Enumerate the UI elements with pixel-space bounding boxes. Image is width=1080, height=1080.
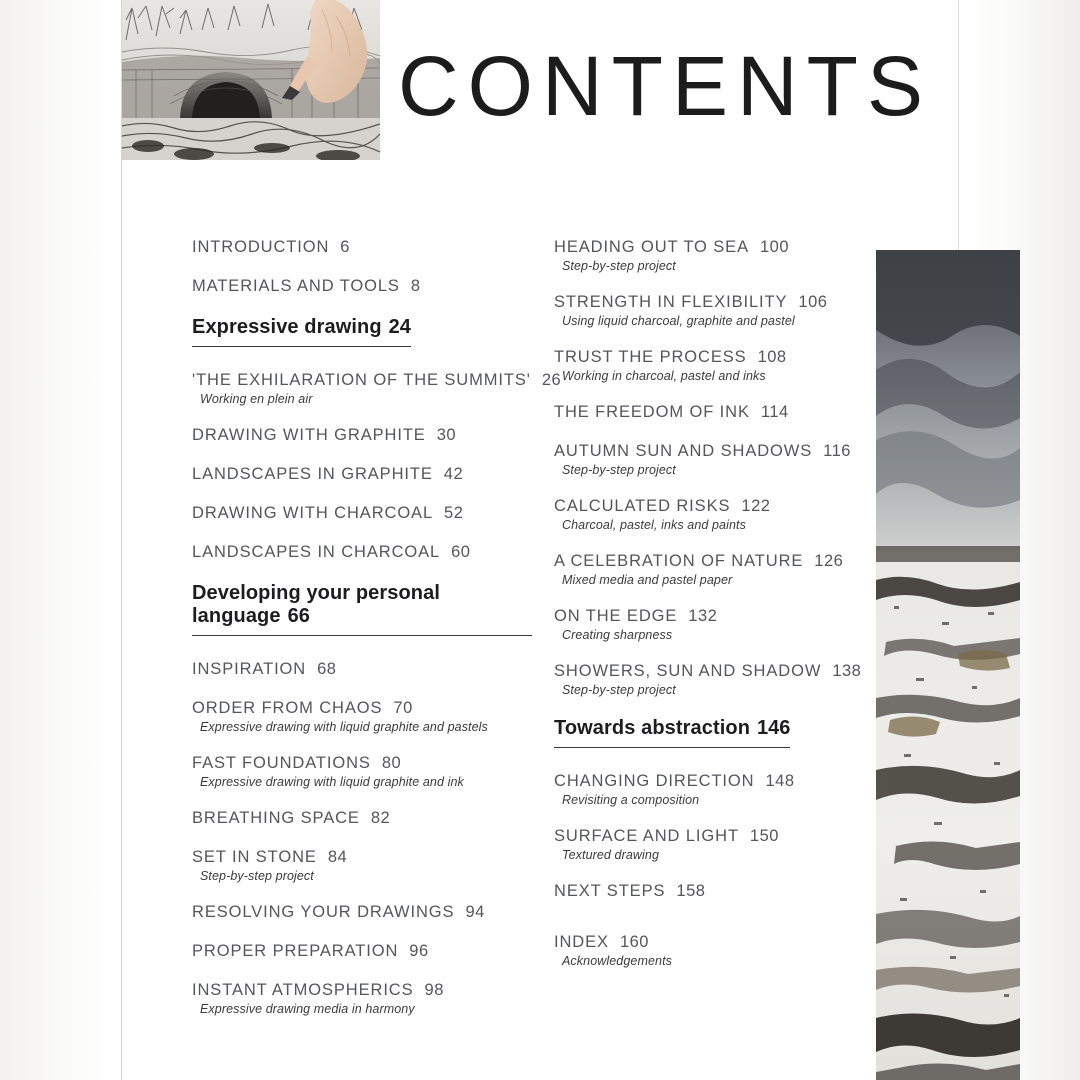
entry-page-number: 42: [443, 465, 464, 483]
contents-entry-line: [192, 238, 532, 257]
contents-entry[interactable]: [192, 699, 532, 734]
section-page-number: 66: [287, 605, 310, 627]
entry-title: DRAWING WITH CHARCOAL: [192, 504, 434, 522]
entry-title: ORDER FROM CHAOS: [192, 699, 383, 717]
contents-entry[interactable]: [192, 848, 532, 883]
entry-page-number: 94: [465, 903, 485, 921]
contents-entry[interactable]: [192, 809, 532, 828]
entry-title: CALCULATED RISKS: [554, 497, 731, 515]
entry-title: INSPIRATION: [192, 660, 307, 678]
contents-entry-line: [554, 607, 894, 626]
entry-page-number: 70: [393, 699, 413, 717]
contents-section-heading[interactable]: [192, 316, 532, 347]
contents-entry[interactable]: [554, 552, 894, 587]
contents-entry-line: [554, 772, 894, 791]
section-title: Towards abstraction: [554, 717, 751, 739]
entry-page-number: 126: [814, 552, 844, 570]
entry-title: HEADING OUT TO SEA: [554, 238, 749, 256]
entry-subtitle: Step-by-step project: [562, 259, 676, 273]
entry-page-number: 80: [381, 754, 402, 772]
contents-entry-line: [192, 809, 532, 828]
contents-entry[interactable]: [554, 827, 894, 862]
entry-title: INSTANT ATMOSPHERICS: [192, 981, 414, 999]
contents-entry[interactable]: [554, 662, 894, 697]
contents-entry[interactable]: [192, 465, 532, 484]
entry-page-number: 98: [424, 981, 444, 999]
entry-page-number: 26: [541, 371, 562, 389]
entry-title: 'THE EXHILARATION OF THE SUMMITS': [192, 371, 531, 389]
contents-entry[interactable]: [192, 754, 532, 789]
contents-entry-line: [554, 497, 894, 516]
contents-entry-line: [192, 942, 532, 961]
contents-entry-line: [192, 699, 532, 718]
section-page-number: 24: [388, 316, 411, 338]
entry-subtitle: Expressive drawing with liquid graphite and pastels: [200, 720, 488, 734]
section-title: Expressive drawing: [192, 316, 382, 338]
entry-title: SHOWERS, SUN AND SHADOW: [554, 662, 822, 680]
contents-entry[interactable]: [192, 543, 532, 562]
contents-entry[interactable]: [192, 426, 532, 445]
contents-entry-line: [192, 504, 532, 523]
entry-title: FAST FOUNDATIONS: [192, 754, 371, 772]
entry-subtitle: Step-by-step project: [562, 463, 676, 477]
section-heading-inner: [554, 717, 790, 748]
contents-entry[interactable]: [192, 660, 532, 679]
entry-page-number: 158: [676, 882, 706, 900]
entry-subtitle: Working en plein air: [200, 392, 313, 406]
page-title: CONTENTS: [398, 39, 932, 133]
contents-entry-line: [554, 827, 894, 846]
contents-section-heading[interactable]: [192, 582, 532, 636]
contents-section-heading[interactable]: [554, 717, 894, 748]
contents-entry[interactable]: [554, 238, 894, 273]
contents-entry[interactable]: [192, 277, 532, 296]
entry-subtitle: Charcoal, pastel, inks and paints: [562, 518, 746, 532]
entry-page-number: 148: [765, 772, 795, 790]
contents-entry[interactable]: [554, 882, 894, 901]
contents-entry[interactable]: [554, 348, 894, 383]
entry-page-number: 84: [327, 848, 348, 866]
entry-subtitle: Mixed media and pastel paper: [562, 573, 733, 587]
entry-subtitle: Revisiting a composition: [562, 793, 700, 807]
entry-title: MATERIALS AND TOOLS: [192, 277, 400, 295]
contents-entry[interactable]: [554, 497, 894, 532]
entry-title: SET IN STONE: [192, 848, 317, 866]
entry-title: LANDSCAPES IN GRAPHITE: [192, 465, 433, 483]
contents-entry[interactable]: [192, 981, 532, 1016]
left-vertical-rule: [121, 0, 122, 1080]
contents-entry-line: [192, 848, 532, 867]
entry-title: STRENGTH IN FLEXIBILITY: [554, 293, 788, 311]
entry-page-number: 160: [619, 933, 649, 951]
entry-title: THE FREEDOM OF INK: [554, 403, 750, 421]
section-page-number: 146: [757, 717, 791, 739]
contents-column-right: [554, 238, 894, 988]
page-edge-left: [0, 0, 122, 1080]
entry-title: INDEX: [554, 933, 609, 951]
entry-page-number: 30: [436, 426, 457, 444]
entry-subtitle: Textured drawing: [562, 848, 660, 862]
entry-page-number: 6: [340, 238, 350, 256]
section-title: Developing your personal language: [192, 582, 441, 627]
contents-entry-line: [192, 426, 532, 445]
entry-subtitle: Step-by-step project: [200, 869, 314, 883]
entry-page-number: 82: [370, 809, 391, 827]
contents-entry-line: [554, 662, 894, 681]
section-heading-inner: [192, 316, 411, 347]
entry-subtitle: Step-by-step project: [562, 683, 676, 697]
contents-entry[interactable]: [554, 442, 894, 477]
contents-entry-line: [192, 277, 532, 296]
entry-page-number: 108: [757, 348, 787, 366]
entry-page-number: 116: [823, 442, 851, 460]
entry-page-number: 96: [409, 942, 429, 960]
contents-entry[interactable]: [554, 772, 894, 807]
entry-page-number: 138: [832, 662, 862, 680]
contents-entry-line: [554, 933, 894, 952]
entry-page-number: 52: [444, 504, 464, 522]
entry-title: A CELEBRATION OF NATURE: [554, 552, 804, 570]
entry-subtitle: Working in charcoal, pastel and inks: [562, 369, 766, 383]
entry-page-number: 122: [741, 497, 771, 515]
entry-title: DRAWING WITH GRAPHITE: [192, 426, 426, 444]
entry-page-number: 132: [688, 607, 718, 625]
contents-entry[interactable]: [554, 607, 894, 642]
entry-title: LANDSCAPES IN CHARCOAL: [192, 543, 441, 561]
entry-subtitle: Expressive drawing with liquid graphite and ink: [200, 775, 464, 789]
contents-entry[interactable]: [192, 504, 532, 523]
entry-subtitle: Using liquid charcoal, graphite and pastel: [562, 314, 795, 328]
entry-title: NEXT STEPS: [554, 882, 666, 900]
contents-entry[interactable]: [554, 293, 894, 328]
contents-column-left: [192, 238, 562, 1036]
entry-page-number: 114: [760, 403, 789, 421]
contents-entry-line: [554, 348, 894, 367]
contents-entry-line: [554, 442, 894, 461]
contents-entry-line: [192, 754, 532, 773]
contents-entry[interactable]: [192, 238, 532, 257]
contents-entry-line: [554, 403, 894, 422]
contents-entry-line: [554, 882, 894, 901]
entry-title: RESOLVING YOUR DRAWINGS: [192, 903, 455, 921]
contents-entry-line: [554, 293, 894, 312]
contents-entry-line: [192, 981, 532, 1000]
contents-entry[interactable]: [192, 942, 532, 961]
entry-page-number: 8: [410, 277, 421, 295]
entry-page-number: 100: [760, 238, 790, 256]
entry-page-number: 68: [317, 660, 337, 678]
entry-title: INTRODUCTION: [192, 238, 330, 256]
contents-entry-line: [554, 238, 894, 257]
contents-entry-line: [192, 660, 532, 679]
entry-title: SURFACE AND LIGHT: [554, 827, 739, 845]
header-photo-charcoal-drawing: [122, 0, 380, 160]
entry-title: BREATHING SPACE: [192, 809, 360, 827]
entry-title: PROPER PREPARATION: [192, 942, 399, 960]
entry-subtitle: Acknowledgements: [562, 954, 672, 968]
contents-entry-line: [192, 543, 532, 562]
edge-strip-artwork: [876, 250, 1020, 1080]
contents-entry-line: [192, 903, 532, 922]
entry-subtitle: Creating sharpness: [562, 628, 673, 642]
entry-title: CHANGING DIRECTION: [554, 772, 755, 790]
contents-entry[interactable]: [192, 903, 532, 922]
contents-entry-line: [192, 465, 532, 484]
entry-page-number: 106: [798, 293, 828, 311]
contents-entry[interactable]: [554, 403, 894, 422]
section-heading-inner: [192, 582, 532, 636]
contents-entry-line: [554, 552, 894, 571]
entry-page-number: 150: [749, 827, 779, 845]
entry-page-number: 60: [451, 543, 471, 561]
contents-entry[interactable]: [192, 371, 562, 406]
entry-title: TRUST THE PROCESS: [554, 348, 747, 366]
entry-subtitle: Expressive drawing media in harmony: [200, 1002, 415, 1016]
entry-title: AUTUMN SUN AND SHADOWS: [554, 442, 813, 460]
contents-entry[interactable]: [554, 933, 894, 968]
contents-entry-line: [192, 371, 562, 390]
entry-title: ON THE EDGE: [554, 607, 678, 625]
contents-spacer: [554, 921, 894, 933]
